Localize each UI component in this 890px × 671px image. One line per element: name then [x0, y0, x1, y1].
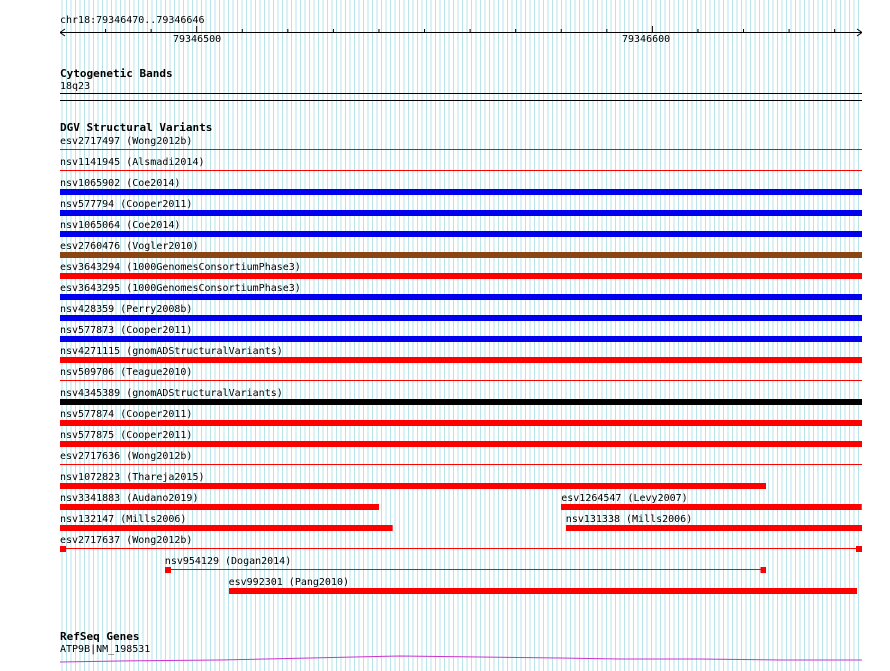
- variant-label: nsv509706 (Teague2010): [60, 367, 193, 378]
- variant-feature[interactable]: [60, 271, 862, 279]
- variant-label: esv992301 (Pang2010): [228, 577, 350, 588]
- variant-feature[interactable]: [60, 313, 862, 321]
- variant-label: nsv1072823 (Thareja2015): [60, 472, 205, 483]
- track-divider: [60, 100, 862, 101]
- variant-label: nsv1065902 (Coe2014): [60, 178, 181, 189]
- variant-feature[interactable]: [566, 523, 862, 531]
- variant-bar: [60, 231, 862, 237]
- variant-feature[interactable]: [60, 229, 862, 237]
- variant-feature[interactable]: [165, 565, 767, 573]
- variant-block: [165, 567, 171, 573]
- variant-block: [60, 546, 66, 552]
- variant-feature[interactable]: [60, 376, 862, 384]
- variant-label: nsv4345389 (gnomADStructuralVariants): [60, 388, 283, 399]
- gene-label[interactable]: ATP9B|NM_198531: [60, 644, 151, 655]
- gene-model[interactable]: [60, 652, 862, 666]
- variant-feature[interactable]: [60, 523, 393, 531]
- variant-bar: [60, 525, 393, 531]
- variant-bar: [60, 420, 862, 426]
- variant-label: nsv4271115 (gnomADStructuralVariants): [60, 346, 283, 357]
- variant-label: esv3643295 (1000GenomesConsortiumPhase3): [60, 283, 301, 294]
- variant-bar: [60, 441, 862, 447]
- variant-label: nsv132147 (Mills2006): [60, 514, 187, 525]
- variant-feature[interactable]: [60, 208, 862, 216]
- variant-label: nsv1141945 (Alsmadi2014): [60, 157, 205, 168]
- variant-feature[interactable]: [229, 586, 858, 594]
- variant-label: esv1264547 (Levy2007): [561, 493, 688, 504]
- variant-bar: [561, 504, 862, 510]
- variant-bar: [60, 315, 862, 321]
- variant-bar: [60, 294, 862, 300]
- variant-bar: [60, 504, 379, 510]
- variant-feature[interactable]: [60, 355, 862, 363]
- variant-feature[interactable]: [60, 544, 862, 552]
- variant-bar: [60, 357, 862, 363]
- variant-label: esv2717497 (Wong2012b): [60, 136, 193, 147]
- variant-feature[interactable]: [60, 502, 379, 510]
- variant-label: esv3643294 (1000GenomesConsortiumPhase3): [60, 262, 301, 273]
- variant-feature[interactable]: [60, 418, 862, 426]
- variant-feature[interactable]: [60, 481, 766, 489]
- variant-feature[interactable]: [60, 145, 862, 153]
- variant-label: nsv577875 (Cooper2011): [60, 430, 193, 441]
- variant-bar: [566, 525, 862, 531]
- refseq-track-title: RefSeq Genes: [60, 630, 140, 643]
- variant-bar: [60, 399, 862, 405]
- variant-label: esv2717636 (Wong2012b): [60, 451, 193, 462]
- variant-label: nsv3341883 (Audano2019): [60, 493, 199, 504]
- variant-block: [856, 546, 862, 552]
- variant-label: nsv954129 (Dogan2014): [164, 556, 292, 567]
- cytoband-label[interactable]: 18q23: [60, 81, 91, 92]
- variant-label: nsv577794 (Cooper2011): [60, 199, 193, 210]
- variant-label: nsv1065064 (Coe2014): [60, 220, 181, 231]
- variant-label: nsv131338 (Mills2006): [565, 514, 693, 525]
- variant-label: nsv428359 (Perry2008b): [60, 304, 193, 315]
- gene-intron-line: [60, 656, 862, 662]
- cytoband-bar[interactable]: [60, 93, 862, 94]
- variant-label: esv2760476 (Vogler2010): [60, 241, 199, 252]
- variant-bar: [60, 273, 862, 279]
- variant-feature[interactable]: [60, 439, 862, 447]
- variant-feature[interactable]: [60, 397, 862, 405]
- variant-bar: [60, 189, 862, 195]
- dgv-track-title: DGV Structural Variants: [60, 121, 213, 134]
- variant-feature[interactable]: [60, 460, 862, 468]
- variant-bar: [60, 252, 862, 258]
- cytoband-track-title: Cytogenetic Bands: [60, 67, 173, 80]
- location-label: chr18:79346470..79346646: [60, 15, 205, 26]
- variant-feature[interactable]: [60, 292, 862, 300]
- variant-bar: [60, 210, 862, 216]
- variant-feature[interactable]: [561, 502, 862, 510]
- variant-label: esv2717637 (Wong2012b): [60, 535, 193, 546]
- variant-block: [760, 567, 766, 573]
- variant-feature[interactable]: [60, 187, 862, 195]
- variant-bar: [60, 483, 766, 489]
- ruler-tick-label: 79346600: [622, 34, 671, 45]
- variant-feature[interactable]: [60, 334, 862, 342]
- variant-feature[interactable]: [60, 250, 862, 258]
- variant-bar: [60, 336, 862, 342]
- variant-label: nsv577874 (Cooper2011): [60, 409, 193, 420]
- ruler-tick-label: 79346500: [173, 34, 222, 45]
- variant-feature[interactable]: [60, 166, 862, 174]
- variant-label: nsv577873 (Cooper2011): [60, 325, 193, 336]
- variant-bar: [229, 588, 858, 594]
